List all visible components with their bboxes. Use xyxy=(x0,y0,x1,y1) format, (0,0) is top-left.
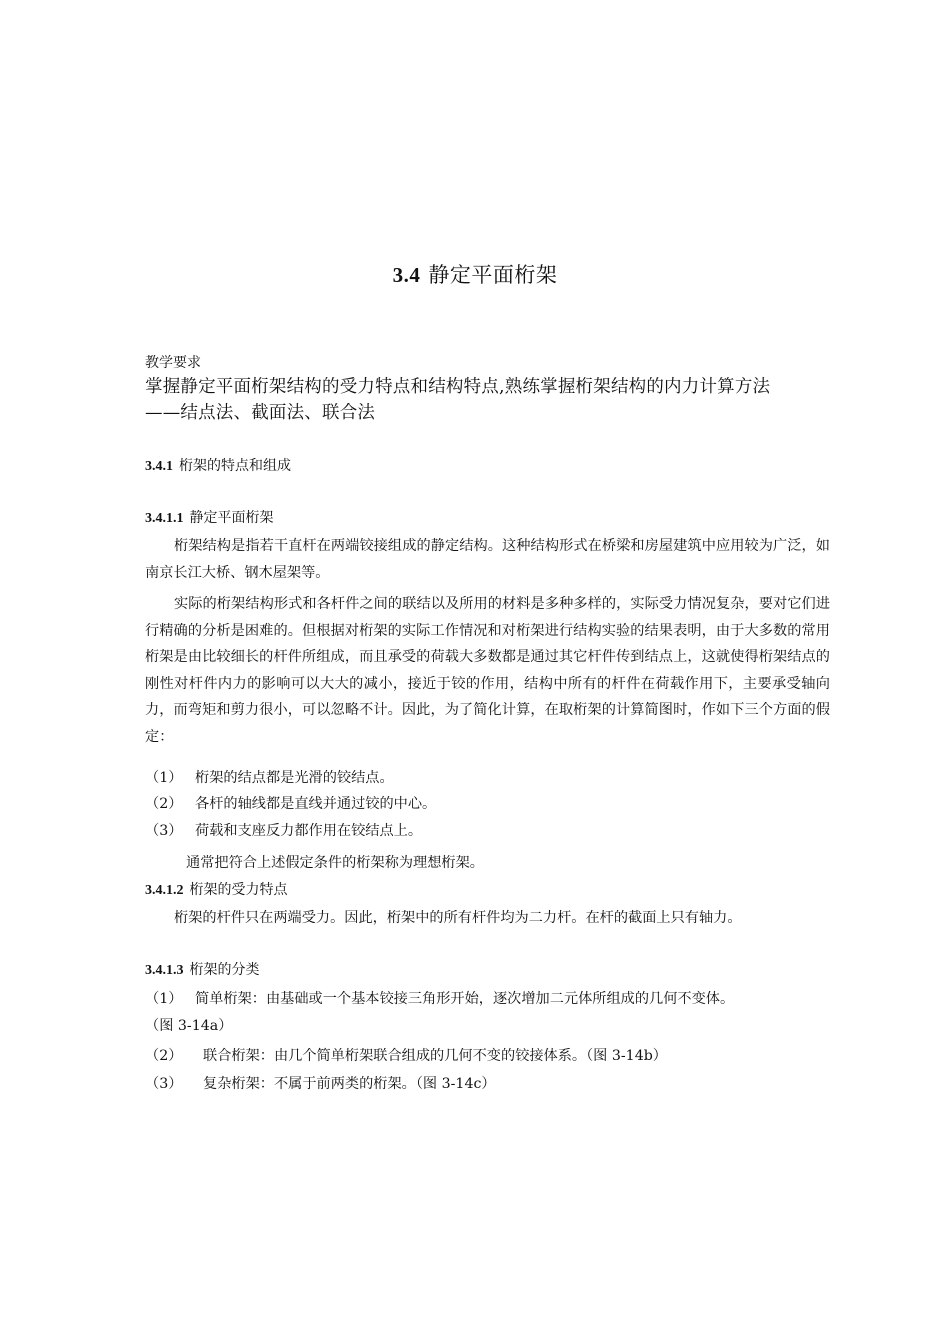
section-title: 桁架的分类 xyxy=(189,962,260,978)
list-marker: （1） xyxy=(145,770,183,786)
ideal-truss-note: 通常把符合上述假定条件的桁架称为理想桁架。 xyxy=(186,855,484,871)
list-item-text: 荷载和支座反力都作用在铰结点上。 xyxy=(195,823,423,839)
paragraph-force-characteristics: 桁架的杆件只在两端受力。因此，桁架中的所有杆件均为二力杆。在杆的截面上只有轴力。 xyxy=(174,910,742,926)
classification-item-continuation: （图 3-14a） xyxy=(145,1018,233,1034)
list-item-text: 复杂桁架：不属于前两类的桁架。（图 3-14c） xyxy=(203,1076,496,1092)
section-heading-3-4-1-2 xyxy=(145,880,288,901)
list-item-text: 桁架的结点都是光滑的铰结点。 xyxy=(195,770,394,786)
list-marker: （2） xyxy=(145,796,183,812)
requirements-line-1: 掌握静定平面桁架结构的受力特点和结构特点,熟练掌握桁架结构的内力计算方法 xyxy=(145,377,771,397)
requirements-text xyxy=(145,374,830,426)
list-marker: （3） xyxy=(145,823,183,839)
title-text: 静定平面桁架 xyxy=(428,263,558,287)
section-heading-3-4-1-1 xyxy=(145,508,274,529)
list-item-text: 简单桁架：由基础或一个基本铰接三角形开始，逐次增加二元体所组成的几何不变体。 xyxy=(195,991,735,1007)
section-title: 静定平面桁架 xyxy=(189,510,274,526)
title-number: 3.4 xyxy=(392,263,421,287)
section-title: 桁架的受力特点 xyxy=(189,882,288,898)
section-number: 3.4.1.2 xyxy=(145,883,184,898)
classification-item xyxy=(145,1073,496,1095)
assumption-item xyxy=(145,767,394,789)
assumption-item xyxy=(145,793,436,815)
requirements-line-2: ——结点法、截面法、联合法 xyxy=(145,403,376,423)
classification-item xyxy=(145,988,734,1010)
section-number: 3.4.1 xyxy=(145,459,173,474)
assumption-item xyxy=(145,820,422,842)
section-heading-3-4-1 xyxy=(145,456,291,477)
section-heading-3-4-1-3 xyxy=(145,960,260,981)
list-marker: （2） xyxy=(145,1048,183,1064)
section-number: 3.4.1.1 xyxy=(145,511,184,526)
list-marker: （3） xyxy=(145,1076,183,1092)
page-title xyxy=(0,260,950,290)
list-item-text: 各杆的轴线都是直线并通过铰的中心。 xyxy=(195,796,437,812)
paragraph-truss-assumptions: 实际的桁架结构形式和各杆件之间的联结以及所用的材料是多种多样的，实际受力情况复杂，要对它们进行精确的分析是困难的。但根据对桁架的实际工作情况和对桁架进行结构实验的结果表明，由于大多数的常用桁架是由比较细长的杆件所组成，而且承受的荷载大多数都是通过其它杆件传到结点上，这就使得桁架结点的刚性对杆件内力的影响可以大大的减小，接近于铰的作用，结构中所有的杆件在荷载作用下，主要承受轴向力，而弯矩和剪力很小，可以忽略不计。因此，为了简化计算，在取桁架的计算简图时，作如下三个方面的假定： xyxy=(145,596,830,745)
section-title: 桁架的特点和组成 xyxy=(179,458,291,474)
paragraph-truss-definition: 桁架结构是指若干直杆在两端铰接组成的静定结构。这种结构形式在桥梁和房屋建筑中应用较为广泛，如南京长江大桥、钢木屋架等。 xyxy=(145,538,830,581)
list-item-text: 联合桁架：由几个简单桁架联合组成的几何不变的铰接体系。（图 3-14b） xyxy=(203,1048,667,1064)
classification-item xyxy=(145,1045,667,1067)
requirements-label: 教学要求 xyxy=(145,355,201,371)
section-number: 3.4.1.3 xyxy=(145,963,184,978)
list-marker: （1） xyxy=(145,991,183,1007)
